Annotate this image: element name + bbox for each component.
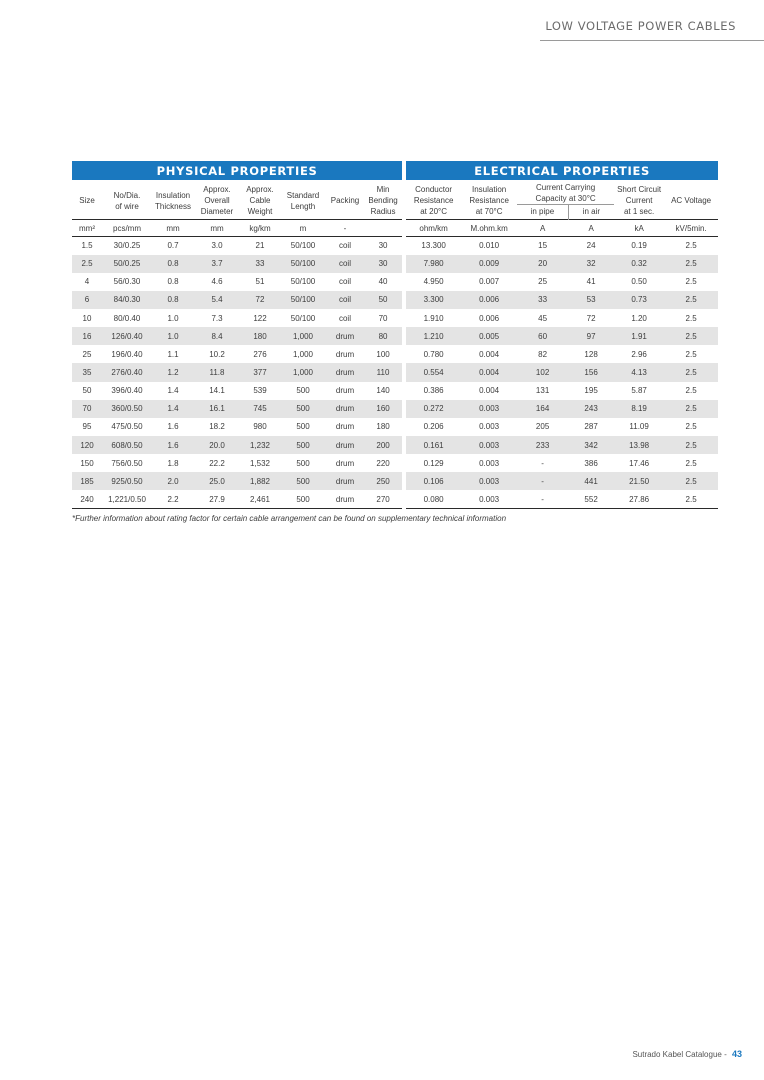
table-cell: 1.6 xyxy=(152,436,194,454)
col-ac-voltage: AC Voltage xyxy=(671,196,712,205)
table-cell: 342 xyxy=(568,436,614,454)
table-cell: 110 xyxy=(364,363,402,381)
table-row xyxy=(72,273,718,291)
table-cell: 1.6 xyxy=(167,422,179,432)
table-cell: 4.13 xyxy=(614,363,664,381)
table-cell: 500 xyxy=(280,400,326,418)
table-cell: 5.87 xyxy=(631,386,647,396)
physical-properties-header: PHYSICAL PROPERTIES xyxy=(72,161,402,180)
table-cell: 500 xyxy=(280,490,326,508)
col-in-air: in air xyxy=(568,205,614,220)
table-row xyxy=(72,291,718,309)
table-cell: 15 xyxy=(538,241,548,251)
table-cell: 2.5 xyxy=(685,386,697,396)
unit-cell: mm xyxy=(152,220,194,237)
header-divider xyxy=(540,40,764,41)
table-cell: 270 xyxy=(364,490,402,508)
table-cell: drum xyxy=(326,400,364,418)
table-cell: - xyxy=(517,472,568,490)
table-cell: 156 xyxy=(568,363,614,381)
table-cell: 100 xyxy=(376,349,390,359)
table-cell: 6 xyxy=(72,291,102,309)
col-standard-length: Standard Length xyxy=(286,190,320,211)
table-cell: 16 xyxy=(72,327,102,345)
table-cell: 0.129 xyxy=(423,458,444,468)
table-cell: 2.0 xyxy=(152,472,194,490)
col-bending-radius: Min Bending Radius xyxy=(368,185,398,216)
col-packing: Packing xyxy=(330,196,360,205)
table-cell: 0.161 xyxy=(406,436,461,454)
table-cell: 10 xyxy=(82,313,92,323)
table-cell: 0.006 xyxy=(461,291,517,309)
table-cell: 2.5 xyxy=(664,291,718,309)
unit-cell: kg/km xyxy=(240,220,280,237)
table-cell: 80 xyxy=(364,327,402,345)
table-cell: 0.003 xyxy=(461,472,517,490)
table-cell: 50/100 xyxy=(290,313,316,323)
table-cell: 40 xyxy=(378,277,388,287)
table-cell: 5.4 xyxy=(194,291,240,309)
table-cell: 0.010 xyxy=(479,241,500,251)
table-cell: - xyxy=(541,458,544,468)
table-cell: 1.5 xyxy=(81,241,93,251)
table-cell: 980 xyxy=(253,422,267,432)
table-cell: 80/0.40 xyxy=(113,313,141,323)
table-cell: 3.0 xyxy=(211,241,223,251)
table-cell: 22.2 xyxy=(209,458,225,468)
table-cell: 20 xyxy=(517,255,568,273)
table-cell: 30 xyxy=(364,255,402,273)
table-cell: 7.980 xyxy=(406,255,461,273)
table-cell: 122 xyxy=(253,313,267,323)
table-cell: 25 xyxy=(538,277,548,287)
table-cell: 1,000 xyxy=(280,363,326,381)
unit-cell: mm xyxy=(194,220,240,237)
table-cell: 50 xyxy=(82,386,92,396)
table-cell: coil xyxy=(338,241,351,251)
footnote: *Further information about rating factor for certain cable arrangement can be found on supplementary technical information xyxy=(72,514,507,523)
table-cell: 0.004 xyxy=(479,349,500,359)
unit-cell: pcs/mm xyxy=(102,220,152,237)
table-cell: 50/100 xyxy=(280,255,326,273)
table-cell: 2.5 xyxy=(664,472,718,490)
table-cell: 2.5 xyxy=(685,313,697,323)
table-cell: 2,461 xyxy=(240,490,280,508)
table-cell: 0.554 xyxy=(406,363,461,381)
table-cell: 196/0.40 xyxy=(111,349,143,359)
table-cell: drum xyxy=(335,349,355,359)
table-cell: 97 xyxy=(568,327,614,345)
table-cell: coil xyxy=(326,255,364,273)
table-cell: 3.7 xyxy=(194,255,240,273)
table-row xyxy=(72,309,718,327)
table-body xyxy=(72,237,718,509)
table-cell: 0.004 xyxy=(461,363,517,381)
table-cell: 2.5 xyxy=(72,255,102,273)
table-cell: 250 xyxy=(364,472,402,490)
table-cell: 33 xyxy=(517,291,568,309)
table-cell: 60 xyxy=(517,327,568,345)
table-cell: 200 xyxy=(364,436,402,454)
table-row xyxy=(72,400,718,418)
table-cell: 386 xyxy=(584,458,598,468)
table-cell: 0.080 xyxy=(406,490,461,508)
table-cell: 220 xyxy=(376,458,390,468)
table-cell: 233 xyxy=(517,436,568,454)
table-cell: 56/0.30 xyxy=(113,277,141,287)
table-cell: 4 xyxy=(84,277,90,287)
table-cell: drum xyxy=(326,436,364,454)
table-cell: 2.5 xyxy=(685,422,697,432)
table-cell: 2.5 xyxy=(664,255,718,273)
table-cell: 3.300 xyxy=(406,291,461,309)
table-cell: 0.005 xyxy=(461,327,517,345)
table-cell: 0.8 xyxy=(152,291,194,309)
table-cell: 150 xyxy=(80,458,94,468)
table-row xyxy=(72,382,718,400)
table-cell: 11.09 xyxy=(629,422,649,432)
table-cell: 16.1 xyxy=(194,400,240,418)
table-cell: 180 xyxy=(240,327,280,345)
table-cell: 2.96 xyxy=(631,349,647,359)
table-row xyxy=(72,345,718,363)
table-cell: drum xyxy=(326,472,364,490)
table-cell: 0.19 xyxy=(631,241,647,251)
table-cell: 745 xyxy=(240,400,280,418)
units-row xyxy=(72,220,718,237)
col-insulation-resistance: Insulation Resistance at 70°C xyxy=(469,185,509,216)
table-cell: coil xyxy=(338,277,351,287)
table-cell: 0.004 xyxy=(479,386,500,396)
col-insulation-thickness: Insulation Thickness xyxy=(154,190,191,211)
table-cell: 2.5 xyxy=(664,327,718,345)
table-cell: 95 xyxy=(82,422,92,432)
table-cell: 8.4 xyxy=(194,327,240,345)
table-cell: drum xyxy=(326,327,364,345)
table-row xyxy=(72,472,718,490)
table-cell: 500 xyxy=(280,472,326,490)
table-cell: 72 xyxy=(586,313,596,323)
table-row xyxy=(72,237,718,255)
table-cell: 41 xyxy=(586,277,596,287)
table-cell: 441 xyxy=(568,472,614,490)
table-row xyxy=(72,490,718,508)
table-cell: 276 xyxy=(253,349,267,359)
table-cell: 84/0.30 xyxy=(102,291,152,309)
table-cell: 276/0.40 xyxy=(102,363,152,381)
unit-cell: ohm/km xyxy=(406,220,461,237)
table-cell: 51 xyxy=(255,277,265,287)
unit-cell xyxy=(364,220,402,237)
table-cell: 243 xyxy=(568,400,614,418)
table-row xyxy=(72,327,718,345)
table-cell: 0.50 xyxy=(631,277,647,287)
table-row xyxy=(72,418,718,436)
table-cell: 160 xyxy=(364,400,402,418)
table-cell: 30 xyxy=(378,241,388,251)
footer-separator: - xyxy=(724,1050,727,1059)
table-cell: 11.8 xyxy=(194,363,240,381)
table-cell: 1.0 xyxy=(152,327,194,345)
table-cell: drum xyxy=(335,458,355,468)
section-title: LOW VOLTAGE POWER CABLES xyxy=(545,19,736,33)
unit-cell: mm² xyxy=(72,220,102,237)
table-cell: 21.50 xyxy=(614,472,664,490)
table-cell: 1.8 xyxy=(167,458,179,468)
table-cell: 1.91 xyxy=(614,327,664,345)
table-cell: drum xyxy=(335,386,355,396)
table-cell: 0.7 xyxy=(167,241,179,251)
table-row xyxy=(72,454,718,472)
table-cell: 608/0.50 xyxy=(102,436,152,454)
table-cell: 0.206 xyxy=(423,422,444,432)
table-cell: 180 xyxy=(376,422,390,432)
table-cell: 1.210 xyxy=(406,327,461,345)
table-cell: 50/100 xyxy=(290,241,316,251)
table-cell: 2.5 xyxy=(664,400,718,418)
table-cell: 17.46 xyxy=(629,458,650,468)
table-cell: 164 xyxy=(517,400,568,418)
page-number: 43 xyxy=(731,1049,742,1059)
table-cell: 13.300 xyxy=(421,241,446,251)
table-cell: 1,232 xyxy=(240,436,280,454)
table-cell: 53 xyxy=(568,291,614,309)
table-cell: 131 xyxy=(535,386,550,396)
col-no-dia: No/Dia. of wire xyxy=(113,190,141,211)
table-cell: 50 xyxy=(364,291,402,309)
table-cell: 50/0.25 xyxy=(102,255,152,273)
table-cell: 2.5 xyxy=(664,436,718,454)
table-cell: drum xyxy=(335,422,355,432)
table-cell: 120 xyxy=(72,436,102,454)
table-cell: drum xyxy=(326,363,364,381)
unit-cell: m xyxy=(280,220,326,237)
table-cell: 240 xyxy=(72,490,102,508)
col-cable-weight: Approx. Cable Weight xyxy=(246,185,274,216)
table-cell: 2.2 xyxy=(152,490,194,508)
table-cell: 0.32 xyxy=(614,255,664,273)
table-cell: 0.003 xyxy=(461,400,517,418)
table-cell: 1.0 xyxy=(167,313,179,323)
table-cell: 0.003 xyxy=(479,422,500,432)
table-cell: 8.19 xyxy=(614,400,664,418)
table-cell: 0.009 xyxy=(461,255,517,273)
table-cell: 396/0.40 xyxy=(111,386,143,396)
table-cell: 70 xyxy=(72,400,102,418)
table-cell: 0.73 xyxy=(614,291,664,309)
table-cell: 552 xyxy=(568,490,614,508)
table-cell: coil xyxy=(326,291,364,309)
table-cell: 2.5 xyxy=(664,363,718,381)
table-cell: 2.5 xyxy=(685,277,697,287)
table-cell: 1.1 xyxy=(167,349,179,359)
table-cell: 1.20 xyxy=(631,313,647,323)
table-cell: 30/0.25 xyxy=(113,241,141,251)
table-cell: 1,000 xyxy=(292,349,314,359)
unit-cell: A xyxy=(568,220,614,237)
table-cell: 0.007 xyxy=(479,277,500,287)
table-cell: 45 xyxy=(538,313,548,323)
table-cell: 25 xyxy=(82,349,92,359)
table-cell: 33 xyxy=(240,255,280,273)
table-cell: 27.9 xyxy=(194,490,240,508)
table-cell: 102 xyxy=(517,363,568,381)
table-cell: 126/0.40 xyxy=(102,327,152,345)
col-current-carrying-capacity: Current Carrying Capacity at 30°C xyxy=(535,183,596,203)
col-short-circuit-current: Short Circuit Current at 1 sec. xyxy=(617,185,662,216)
table-cell: 1.4 xyxy=(167,386,179,396)
unit-cell: kA xyxy=(614,220,664,237)
table-cell: 50/100 xyxy=(280,291,326,309)
table-cell: 0.272 xyxy=(406,400,461,418)
table-cell: 377 xyxy=(240,363,280,381)
unit-cell: M.ohm.km xyxy=(461,220,517,237)
table-cell: 2.5 xyxy=(685,458,697,468)
table-cell: 925/0.50 xyxy=(102,472,152,490)
table-cell: 27.86 xyxy=(614,490,664,508)
table-cell: 13.98 xyxy=(614,436,664,454)
table-cell: 1,221/0.50 xyxy=(102,490,152,508)
table-cell: 0.780 xyxy=(423,349,444,359)
table-cell: 0.006 xyxy=(479,313,500,323)
table-cell: 0.386 xyxy=(423,386,444,396)
table-cell: 205 xyxy=(535,422,550,432)
table-cell: 2.5 xyxy=(685,349,697,359)
table-cell: 0.8 xyxy=(152,255,194,273)
table-cell: 72 xyxy=(240,291,280,309)
table-cell: 287 xyxy=(584,422,598,432)
unit-cell: - xyxy=(326,220,364,237)
table-cell: drum xyxy=(326,490,364,508)
table-cell: 1.2 xyxy=(152,363,194,381)
table-cell: 1.4 xyxy=(152,400,194,418)
table-cell: 32 xyxy=(568,255,614,273)
table-cell: 82 xyxy=(538,349,548,359)
table-cell: 539 xyxy=(253,386,267,396)
table-cell: 2.5 xyxy=(685,241,697,251)
table-cell: 0.106 xyxy=(406,472,461,490)
table-cell: 1,532 xyxy=(249,458,271,468)
col-in-pipe: in pipe xyxy=(517,205,568,220)
table-cell: 500 xyxy=(280,436,326,454)
col-conductor-resistance: Conductor Resistance at 20°C xyxy=(413,185,454,216)
table-cell: 0.8 xyxy=(167,277,179,287)
table-cell: 360/0.50 xyxy=(102,400,152,418)
table-cell: 500 xyxy=(296,422,310,432)
catalogue-name: Sutrado Kabel Catalogue xyxy=(632,1050,722,1059)
table-cell: 128 xyxy=(584,349,598,359)
electrical-properties-header: ELECTRICAL PROPERTIES xyxy=(406,161,718,180)
table-cell: 500 xyxy=(296,458,310,468)
table-cell: 756/0.50 xyxy=(111,458,143,468)
table-cell: 0.003 xyxy=(461,436,517,454)
col-overall-diameter: Approx. Overall Diameter xyxy=(200,185,234,216)
page-footer xyxy=(632,1049,742,1059)
table-cell: 140 xyxy=(376,386,390,396)
table-row xyxy=(72,363,718,381)
table-cell: 50/100 xyxy=(290,277,316,287)
table-cell: 1,000 xyxy=(280,327,326,345)
table-cell: 14.1 xyxy=(209,386,225,396)
table-cell: 18.2 xyxy=(209,422,225,432)
table-cell: 1,882 xyxy=(240,472,280,490)
table-cell: 1.910 xyxy=(423,313,444,323)
table-cell: 4.950 xyxy=(423,277,444,287)
table-cell: 35 xyxy=(72,363,102,381)
cable-specification-table xyxy=(72,161,718,509)
table-cell: 25.0 xyxy=(194,472,240,490)
table-cell: 7.3 xyxy=(211,313,223,323)
table-row xyxy=(72,255,718,273)
table-cell: coil xyxy=(338,313,351,323)
table-cell: - xyxy=(517,490,568,508)
table-cell: 20.0 xyxy=(194,436,240,454)
table-cell: 21 xyxy=(255,241,265,251)
table-cell: 195 xyxy=(584,386,598,396)
table-cell: 0.003 xyxy=(479,458,500,468)
table-cell: 500 xyxy=(296,386,310,396)
table-cell: 70 xyxy=(378,313,388,323)
table-cell: 475/0.50 xyxy=(111,422,143,432)
table-cell: 2.5 xyxy=(664,490,718,508)
unit-cell: A xyxy=(517,220,568,237)
table-cell: 185 xyxy=(72,472,102,490)
table-cell: 24 xyxy=(586,241,596,251)
unit-cell: kV/5min. xyxy=(664,220,718,237)
table-row xyxy=(72,436,718,454)
col-size: Size xyxy=(79,196,95,205)
table-cell: 0.003 xyxy=(461,490,517,508)
table-cell: 4.6 xyxy=(211,277,223,287)
table-cell: 10.2 xyxy=(209,349,225,359)
